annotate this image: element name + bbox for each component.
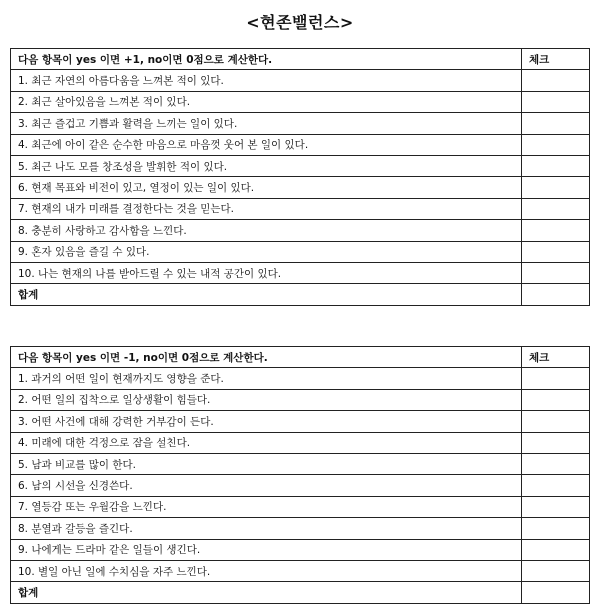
table-row — [11, 241, 590, 262]
table-row-label: 6. 남의 시선을 신경쓴다. — [11, 475, 522, 496]
table-row — [11, 389, 590, 410]
check-cell[interactable] — [522, 155, 590, 176]
table-row-label: 5. 남과 비교를 많이 한다. — [11, 453, 522, 474]
check-cell[interactable] — [522, 411, 590, 432]
table-header-row-label: 다음 항목이 yes 이면 -1, no이면 0점으로 계산한다. — [11, 347, 522, 368]
total-row-label: 합계 — [11, 284, 522, 305]
table-row-label: 5. 최근 나도 모를 창조성을 발휘한 적이 있다. — [11, 155, 522, 176]
table-row-label: 4. 미래에 대한 걱정으로 잠을 설친다. — [11, 432, 522, 453]
table-row — [11, 411, 590, 432]
table-row — [11, 518, 590, 539]
check-cell[interactable] — [522, 389, 590, 410]
check-cell[interactable] — [522, 475, 590, 496]
check-cell[interactable] — [522, 560, 590, 581]
table-row — [11, 475, 590, 496]
table-row — [11, 177, 590, 198]
check-cell[interactable] — [522, 91, 590, 112]
table-row-label: 9. 나에게는 드라마 같은 일들이 생긴다. — [11, 539, 522, 560]
table-row — [11, 155, 590, 176]
check-cell[interactable] — [522, 284, 590, 305]
check-cell[interactable] — [522, 134, 590, 155]
check-cell[interactable] — [522, 198, 590, 219]
table-row — [11, 496, 590, 517]
check-cell[interactable] — [522, 518, 590, 539]
table-row — [11, 198, 590, 219]
positive-balance-table — [10, 48, 590, 306]
table-row-label: 3. 최근 즐겁고 기쁨과 활력을 느끼는 일이 있다. — [11, 113, 522, 134]
total-row-label: 합계 — [11, 582, 522, 603]
table-row-label: 4. 최근에 아이 같은 순수한 마음으로 마음껏 웃어 본 일이 있다. — [11, 134, 522, 155]
table-header-row — [11, 347, 590, 368]
table-row — [11, 560, 590, 581]
check-column-header: 체크 — [522, 49, 590, 70]
table-row-label: 7. 현재의 내가 미래를 결정한다는 것을 믿는다. — [11, 198, 522, 219]
check-cell[interactable] — [522, 582, 590, 603]
table-row-label: 2. 어떤 일의 집착으로 일상생활이 힘들다. — [11, 389, 522, 410]
total-row — [11, 284, 590, 305]
table-header-row — [11, 49, 590, 70]
table-row — [11, 70, 590, 91]
check-cell[interactable] — [522, 113, 590, 134]
table-row-label: 6. 현재 목표와 비전이 있고, 열정이 있는 일이 있다. — [11, 177, 522, 198]
table-row — [11, 262, 590, 283]
table-row-label: 10. 나는 현재의 나를 받아드릴 수 있는 내적 공간이 있다. — [11, 262, 522, 283]
check-cell[interactable] — [522, 432, 590, 453]
table-row-label: 7. 열등감 또는 우월감을 느낀다. — [11, 496, 522, 517]
table-row — [11, 368, 590, 389]
check-cell[interactable] — [522, 496, 590, 517]
table-row-label: 9. 혼자 있음을 즐길 수 있다. — [11, 241, 522, 262]
page-title: <현존밸런스> — [246, 13, 354, 32]
check-cell[interactable] — [522, 453, 590, 474]
table-row-label: 8. 충분히 사랑하고 감사함을 느낀다. — [11, 220, 522, 241]
table-row — [11, 220, 590, 241]
check-column-header: 체크 — [522, 347, 590, 368]
table-row — [11, 91, 590, 112]
check-cell[interactable] — [522, 262, 590, 283]
check-cell[interactable] — [522, 70, 590, 91]
check-cell[interactable] — [522, 539, 590, 560]
table-row — [11, 539, 590, 560]
table-row-label: 1. 과거의 어떤 일이 현재까지도 영향을 준다. — [11, 368, 522, 389]
table-row-label: 2. 최근 살아있음을 느껴본 적이 있다. — [11, 91, 522, 112]
table-row-label: 3. 어떤 사건에 대해 강력한 거부감이 든다. — [11, 411, 522, 432]
table-row-label: 1. 최근 자연의 아름다움을 느껴본 적이 있다. — [11, 70, 522, 91]
check-cell[interactable] — [522, 368, 590, 389]
table-row — [11, 134, 590, 155]
total-row — [11, 582, 590, 603]
check-cell[interactable] — [522, 177, 590, 198]
check-cell[interactable] — [522, 241, 590, 262]
negative-balance-table — [10, 346, 590, 604]
check-cell[interactable] — [522, 220, 590, 241]
table-header-row-label: 다음 항목이 yes 이면 +1, no이면 0점으로 계산한다. — [11, 49, 522, 70]
table-row — [11, 113, 590, 134]
table-row-label: 10. 별일 아닌 일에 수치심을 자주 느낀다. — [11, 560, 522, 581]
table-row — [11, 432, 590, 453]
table-row-label: 8. 분열과 갈등을 즐긴다. — [11, 518, 522, 539]
table-row — [11, 453, 590, 474]
